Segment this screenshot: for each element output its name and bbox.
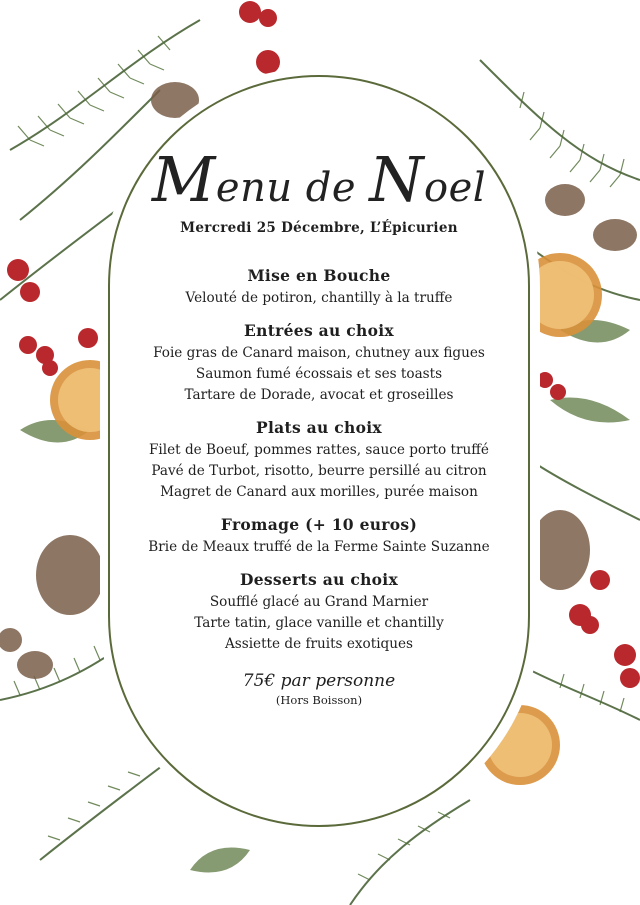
menu-content xyxy=(108,140,530,707)
menu-item: Tarte tatin, glace vanille et chantilly xyxy=(194,615,444,631)
menu-item: Foie gras de Canard maison, chutney aux figues xyxy=(153,345,485,361)
section-title: Entrées au choix xyxy=(244,321,394,340)
menu-item: Tartare de Dorade, avocat et groseilles xyxy=(184,387,454,403)
menu-item: Magret de Canard aux morilles, purée maison xyxy=(160,484,478,500)
section-fromage xyxy=(108,515,530,558)
menu-subtitle: Mercredi 25 Décembre, L’Épicurien xyxy=(180,220,458,236)
menu-item: Saumon fumé écossais et ses toasts xyxy=(195,366,443,382)
section-title: Plats au choix xyxy=(256,418,382,437)
section-mise-en-bouche xyxy=(108,266,530,309)
menu-item: Soufflé glacé au Grand Marnier xyxy=(209,594,429,610)
menu-item: Filet de Boeuf, pommes rattes, sauce porto truffé xyxy=(149,442,489,458)
menu-item: Brie de Meaux truffé de la Ferme Sainte Suzanne xyxy=(148,539,490,555)
menu-sections xyxy=(108,266,530,655)
price-note: (Hors Boisson) xyxy=(275,693,363,707)
section-plats xyxy=(108,418,530,503)
menu-item: Assiette de fruits exotiques xyxy=(224,636,414,652)
section-title: Fromage (+ 10 euros) xyxy=(220,515,418,534)
section-entrees xyxy=(108,321,530,406)
section-desserts xyxy=(108,570,530,655)
section-title: Mise en Bouche xyxy=(247,266,391,285)
price: 75€ par personne xyxy=(242,671,396,691)
section-title: Desserts au choix xyxy=(239,570,399,589)
menu-item: Pavé de Turbot, risotto, beurre persillé au citron xyxy=(151,463,487,479)
menu-title: Menu de Noel xyxy=(151,143,487,216)
menu-item: Velouté de potiron, chantilly à la truffe xyxy=(185,290,453,306)
